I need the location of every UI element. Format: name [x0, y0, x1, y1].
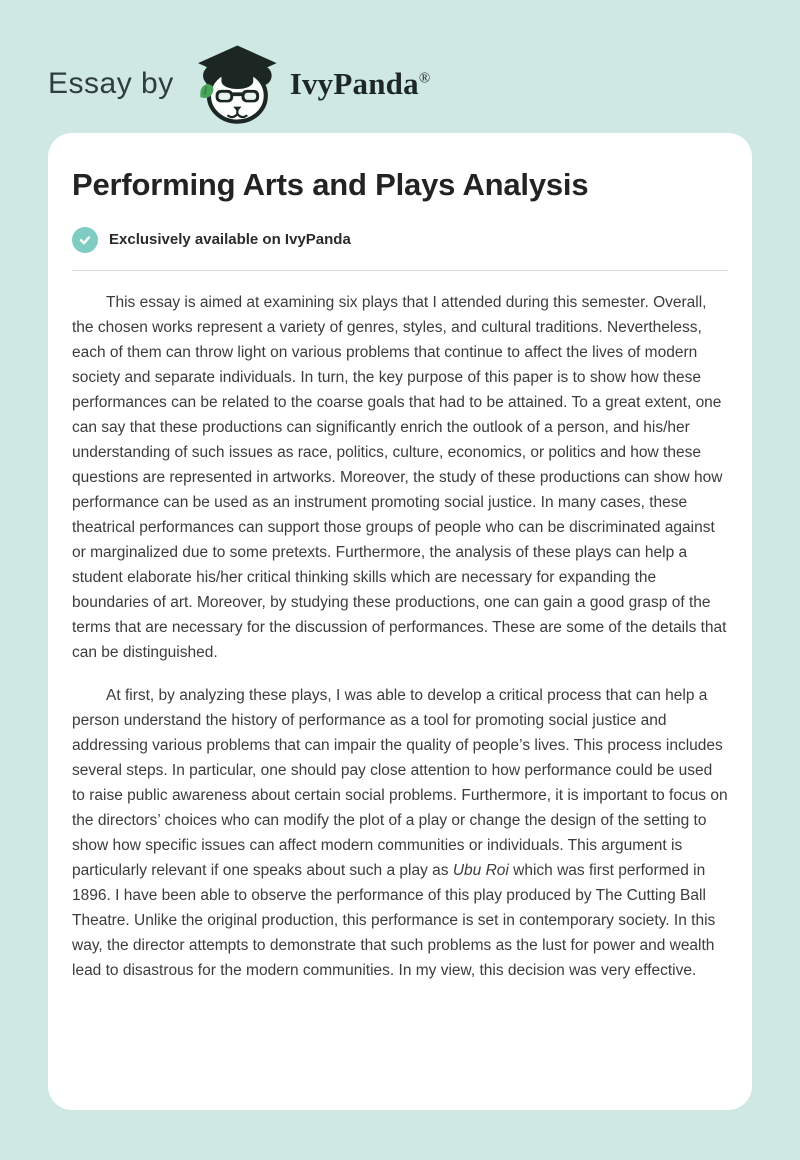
brand-name: IvyPanda: [289, 65, 419, 101]
essay-card: [48, 133, 752, 1110]
registered-trademark: ®: [418, 70, 431, 87]
divider: [72, 270, 728, 271]
play-title-italic: Ubu Roi: [452, 861, 509, 879]
essay-by-label: Essay by: [48, 66, 174, 100]
paragraph-2-tail: which was first performed in 1896. I have been able to observe the performance of this play produced by The Cutting Ball Theatre. Unlike the original production, this performance is set in contemporary society. In this way, the director attempts to demonstrate that such problems as the lust for power and wealth lead to disastrous for the modern communities. In my view, this decision was very effective.: [72, 861, 716, 979]
page-title: Performing Arts and Plays Analysis: [72, 167, 589, 202]
paragraph-1: This essay is aimed at examining six plays that I attended during this semester. Overall, the chosen works represent a variety of genres, styles, and cultural traditions. Nevertheless, each of them can throw light on various problems that continue to affect the lives of modern society and separate individuals. In turn, the key purpose of this paper is to show how these performances can be related to the coarse goals that had to be attained. To a great extent, one can say that these productions can significantly enrich the outlook of a person, and his/her understanding of such issues as race, politics, culture, economics, or politics and how these questions are represented in artworks. Moreover, the study of these productions can show how performance can be used as an instrument promoting social justice. In many cases, these theatrical performances can support those groups of people who can be discriminated against or marginalized due to some pretexts. Furthermore, the analysis of these plays can help a student elaborate his/her critical thinking skills which are necessary for expanding the boundaries of art. Moreover, by studying these productions, one can gain a good grasp of the terms that are necessary for the discussion of performances. These are some of the details that can be distinguished.: [72, 293, 727, 661]
site-header: [0, 0, 800, 133]
essay-body: [72, 290, 728, 983]
paragraph-2-lead: At first, by analyzing these plays, I was able to develop a critical process that can help a person understand the history of performance as a tool for promoting social justice and addressing various problems that can impair the quality of people’s lives. This process includes several steps. In particular, one should pay close attention to how performance could be used to raise public awareness about certain social problems. Furthermore, it is important to focus on the directors’ choices who can modify the plot of a play or change the design of the setting to show how specific issues can affect modern communities or individuals. This argument is particularly relevant if one speaks about such a play as: [72, 686, 728, 879]
check-icon: [72, 227, 98, 253]
brand-wordmark: [290, 66, 431, 102]
exclusive-badge: [72, 227, 728, 253]
badge-label: Exclusively available on IvyPanda: [109, 231, 351, 249]
ivypanda-logo-icon: [188, 42, 280, 126]
paragraph-2: [72, 683, 728, 983]
